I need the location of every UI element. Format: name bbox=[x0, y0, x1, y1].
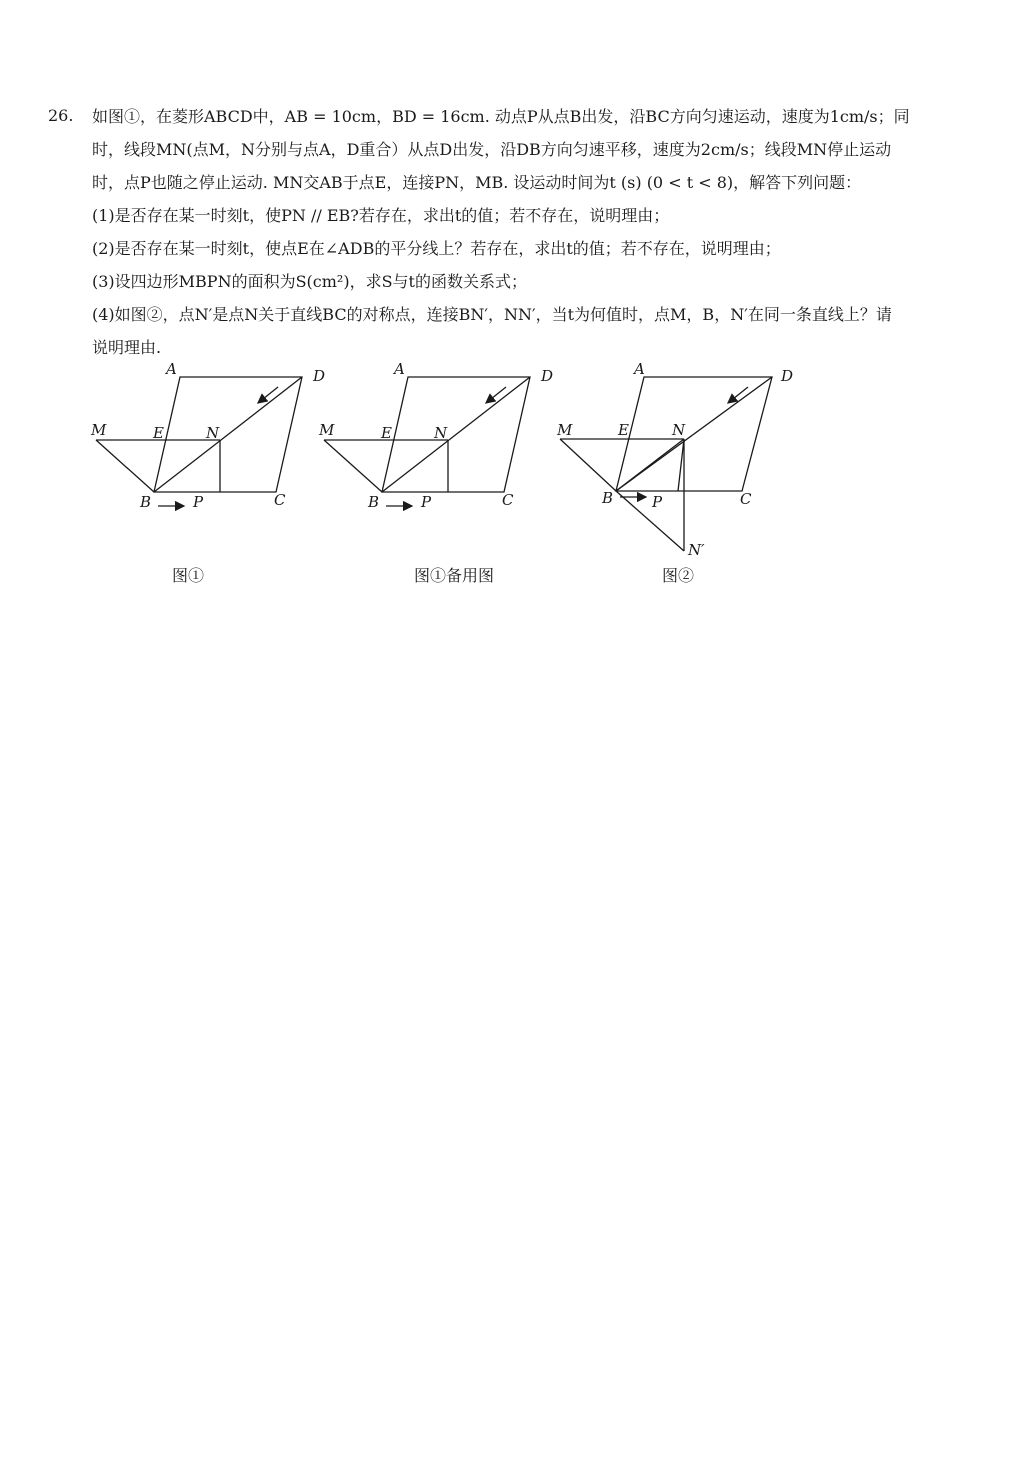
segment-mb bbox=[560, 439, 616, 491]
motion-arrow-db bbox=[258, 387, 278, 403]
label-a: A bbox=[394, 360, 405, 378]
label-a: A bbox=[166, 360, 177, 378]
label-n-prime: N′ bbox=[688, 541, 705, 559]
figure-1 bbox=[90, 360, 325, 585]
figure-2-caption: 图② bbox=[662, 566, 695, 585]
label-p: P bbox=[421, 493, 432, 511]
figure-2 bbox=[556, 360, 793, 585]
figure-1-spare-caption: 图①备用图 bbox=[414, 566, 495, 585]
segment-pn bbox=[678, 439, 684, 491]
sub-question-1: (1)是否存在某一时刻t，使PN // EB?若存在，求出t的值；若不存在，说明理由； bbox=[92, 206, 670, 225]
figure-1-spare bbox=[318, 360, 553, 585]
label-n: N bbox=[206, 424, 220, 442]
label-e: E bbox=[618, 421, 629, 439]
question-number: 26. bbox=[48, 106, 74, 125]
sub-question-2: (2)是否存在某一时刻t，使点E在∠ADB的平分线上？若存在，求出t的值；若不存在，说明理由； bbox=[92, 239, 781, 258]
question-line: 时，线段MN(点M，N分别与点A，D重合）从点D出发，沿DB方向匀速平移，速度为2cm/s；线段MN停止运动 bbox=[92, 140, 892, 159]
label-c: C bbox=[274, 491, 286, 509]
label-m: M bbox=[557, 421, 573, 439]
sub-question-3: (3)设四边形MBPN的面积为S(cm²)，求S与t的函数关系式； bbox=[92, 272, 527, 291]
question-text bbox=[92, 100, 997, 364]
label-c: C bbox=[740, 490, 752, 508]
label-b: B bbox=[140, 493, 152, 511]
label-e: E bbox=[381, 424, 392, 442]
label-n: N bbox=[434, 424, 448, 442]
motion-arrow-db bbox=[728, 387, 748, 403]
label-d: D bbox=[781, 367, 794, 385]
motion-arrow-db bbox=[486, 387, 506, 403]
segment-bn-prime bbox=[616, 491, 684, 551]
label-p: P bbox=[193, 493, 204, 511]
label-d: D bbox=[541, 367, 554, 385]
geometry-figures bbox=[80, 355, 820, 595]
label-d: D bbox=[313, 367, 326, 385]
label-c: C bbox=[502, 491, 514, 509]
figure-1-caption: 图① bbox=[172, 566, 205, 585]
sub-question-4: (4)如图②，点N′是点N关于直线BC的对称点，连接BN′，NN′，当t为何值时，点M，B，N′在同一条直线上？请 bbox=[92, 305, 892, 324]
question-line: 如图①，在菱形ABCD中，AB = 10cm，BD = 16cm. 动点P从点B出发，沿BC方向匀速运动，速度为1cm/s；同 bbox=[92, 107, 910, 126]
sub-question-4-continued: 说明理由. bbox=[92, 338, 162, 357]
segment-mb bbox=[96, 440, 154, 492]
label-e: E bbox=[153, 424, 164, 442]
label-n: N bbox=[672, 421, 686, 439]
label-b: B bbox=[602, 489, 614, 507]
label-m: M bbox=[91, 421, 107, 439]
label-b: B bbox=[368, 493, 380, 511]
segment-mb bbox=[324, 440, 382, 492]
question-line: 时，点P也随之停止运动. MN交AB于点E，连接PN，MB. 设运动时间为t (s) (0 < t < 8)，解答下列问题： bbox=[92, 173, 862, 192]
label-p: P bbox=[652, 493, 663, 511]
label-a: A bbox=[634, 360, 645, 378]
label-m: M bbox=[319, 421, 335, 439]
